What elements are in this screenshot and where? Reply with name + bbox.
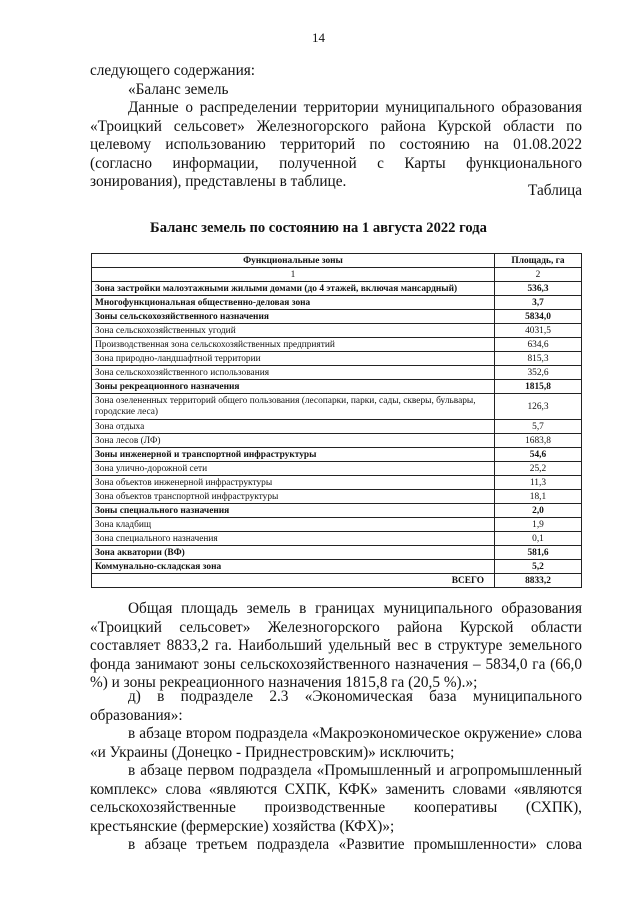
zone-area: 2,0 (495, 504, 582, 518)
zone-name: Зона кладбищ (92, 518, 495, 532)
zone-area: 1,9 (495, 518, 582, 532)
zone-name: Зоны сельскохозяйственного назначения (92, 310, 495, 324)
zone-name: Зона акватории (ВФ) (92, 546, 495, 560)
zone-area: 0,1 (495, 532, 582, 546)
column-number-row (92, 268, 582, 282)
table-row (92, 310, 582, 324)
zone-name: Зоны рекреационного назначения (92, 380, 495, 394)
total-label: ВСЕГО (92, 574, 495, 588)
zone-name: Зона отдыха (92, 420, 495, 434)
amendment-paragraph: в абзаце втором подраздела «Макроэкономическое окружение» слова «и Украины (Донецко - Приднестровским)» исключить; (90, 725, 582, 761)
zone-name: Зона сельскохозяйственного использования (92, 366, 495, 380)
zone-name: Многофункциональная общественно-деловая зона (92, 296, 495, 310)
table-row (92, 518, 582, 532)
land-balance-table (91, 253, 582, 588)
table-row (92, 338, 582, 352)
table-row (92, 380, 582, 394)
table-row (92, 560, 582, 574)
zone-area: 1815,8 (495, 380, 582, 394)
table-row (92, 434, 582, 448)
table-row (92, 352, 582, 366)
zone-name: Зона объектов инженерной инфраструктуры (92, 476, 495, 490)
table-row (92, 324, 582, 338)
zone-area: 4031,5 (495, 324, 582, 338)
zone-area: 25,2 (495, 462, 582, 476)
zone-name: Зона сельскохозяйственных угодий (92, 324, 495, 338)
table-row (92, 282, 582, 296)
zone-area: 815,3 (495, 352, 582, 366)
zone-name: Зона объектов транспортной инфраструктуры (92, 490, 495, 504)
column-header-zones: Функциональные зоны (92, 254, 495, 268)
table-row (92, 546, 582, 560)
zone-name: Зоны специального назначения (92, 504, 495, 518)
amendment-paragraph: в абзаце третьем подраздела «Развитие промышленности» слова (128, 836, 582, 853)
page-number: 14 (312, 30, 325, 45)
section-heading: «Баланс земель (128, 81, 229, 98)
table-row (92, 476, 582, 490)
table-title: Баланс земель по состоянию на 1 августа 2022 года (150, 220, 487, 236)
zone-name: Коммунально-складская зона (92, 560, 495, 574)
amendment-paragraph: д) в подразделе 2.3 «Экономическая база муниципального образования»: (90, 688, 582, 724)
zone-area: 1683,8 (495, 434, 582, 448)
zone-area: 5,2 (495, 560, 582, 574)
zone-area: 3,7 (495, 296, 582, 310)
total-value: 8833,2 (495, 574, 582, 588)
zone-area: 581,6 (495, 546, 582, 560)
intro-line: следующего содержания: (90, 62, 256, 79)
zone-area: 54,6 (495, 448, 582, 462)
table-row (92, 420, 582, 434)
zone-name: Зона лесов (ЛФ) (92, 434, 495, 448)
table-row (92, 462, 582, 476)
zone-area: 5,7 (495, 420, 582, 434)
table-row (92, 448, 582, 462)
table-row (92, 532, 582, 546)
zone-area: 5834,0 (495, 310, 582, 324)
table-header-row (92, 254, 582, 268)
zone-name: Зоны инженерной и транспортной инфраструктуры (92, 448, 495, 462)
zone-name: Производственная зона сельскохозяйственных предприятий (92, 338, 495, 352)
summary-paragraph: Общая площадь земель в границах муниципального образования «Троицкий сельсовет» Железногорского района Курской области составляет 8833,2 га. Наибольший удельный вес в структуре земельного фонда занимают зоны сельскохозяйственного назначения – 5834,0 га (66,0 %) и зоны рекреационного назначения 1815,8 га (20,5 %).»; (90, 600, 582, 691)
zone-area: 18,1 (495, 490, 582, 504)
zone-name: Зона природно-ландшафтной территории (92, 352, 495, 366)
intro-paragraph: Данные о распределении территории муниципального образования «Троицкий сельсовет» Железногорского района Курской области по целевому использованию территорий по состоянию на 01.08.2022 (согласно информации, полученной с Карты функционального зонирования), представлены в таблице. (90, 99, 582, 190)
table-row (92, 394, 582, 420)
zone-name: Зона специального назначения (92, 532, 495, 546)
table-row (92, 366, 582, 380)
table-total-row (92, 574, 582, 588)
table-row (92, 504, 582, 518)
zone-name: Зона озелененных территорий общего пользования (лесопарки, парки, сады, скверы, бульвары, городские леса) (92, 394, 495, 420)
table-label: Таблица (528, 182, 582, 199)
zone-area: 126,3 (495, 394, 582, 420)
column-header-area: Площадь, га (495, 254, 582, 268)
zone-area: 352,6 (495, 366, 582, 380)
zone-name: Зона улично-дорожной сети (92, 462, 495, 476)
table-row (92, 490, 582, 504)
zone-area: 11,3 (495, 476, 582, 490)
amendment-paragraph: в абзаце первом подраздела «Промышленный и агропромышленный комплекс» слова «являются СХПК, КФК» заменить словами «являются сельскохозяйственные производственные кооперативы (СХПК), крестьянские (фермерские) хозяйства (КФХ)»; (90, 762, 582, 835)
column-number: 1 (92, 268, 495, 282)
table-row (92, 296, 582, 310)
zone-area: 536,3 (495, 282, 582, 296)
zone-name: Зона застройки малоэтажными жилыми домами (до 4 этажей, включая мансардный) (92, 282, 495, 296)
column-number: 2 (495, 268, 582, 282)
zone-area: 634,6 (495, 338, 582, 352)
